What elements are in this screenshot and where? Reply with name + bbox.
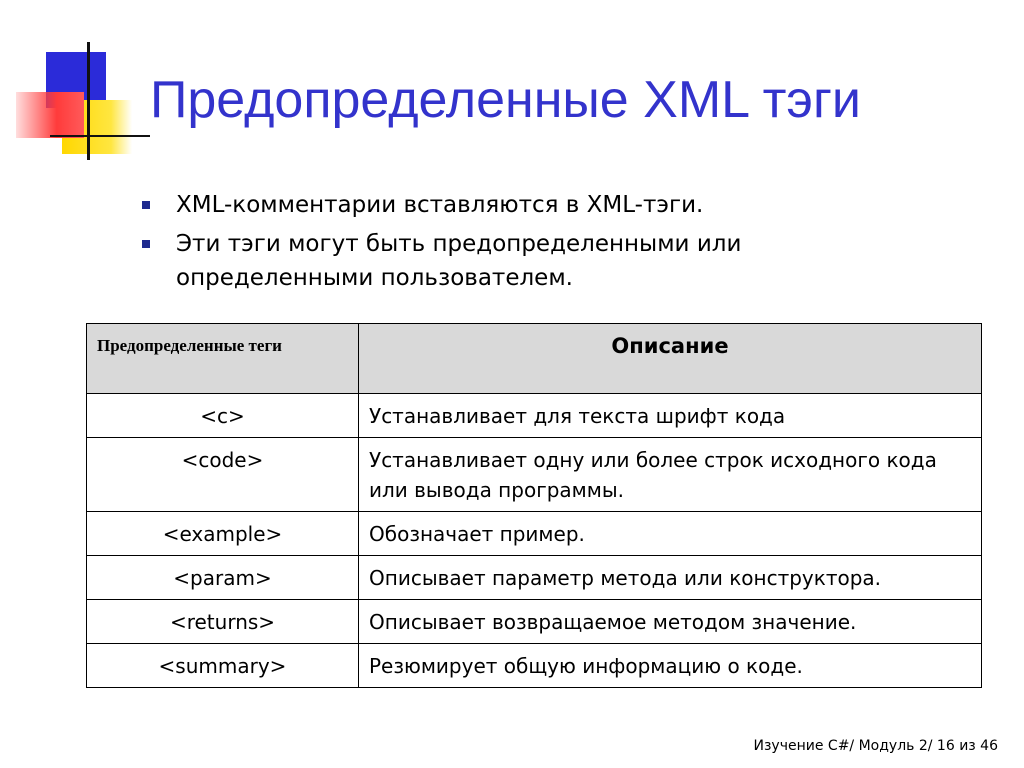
table-row — [87, 556, 982, 600]
header-description: Описание — [359, 324, 982, 394]
bullet-item — [140, 227, 840, 295]
description-cell: Описывает параметр метода или конструктора. — [359, 556, 982, 600]
description-cell: Устанавливает для текста шрифт кода — [359, 394, 982, 438]
bullet-item — [140, 188, 840, 222]
bullet-text: XML-комментарии вставляются в XML-тэги. — [176, 192, 704, 218]
square-bullet-icon — [142, 240, 150, 248]
predefined-tags-table — [86, 323, 982, 688]
logo-vertical-line — [87, 42, 90, 160]
tag-cell: <summary> — [87, 644, 359, 688]
table-header-row — [87, 324, 982, 394]
logo-horizontal-line — [50, 135, 150, 137]
bullet-list — [140, 188, 840, 300]
table-row — [87, 600, 982, 644]
tag-cell: <c> — [87, 394, 359, 438]
table-row — [87, 512, 982, 556]
description-cell: Резюмирует общую информацию о коде. — [359, 644, 982, 688]
logo-red-square — [16, 92, 84, 138]
tag-cell: <param> — [87, 556, 359, 600]
table-row — [87, 394, 982, 438]
table-row — [87, 438, 982, 512]
tag-cell: <returns> — [87, 600, 359, 644]
tag-cell: <code> — [87, 438, 359, 512]
tag-cell: <example> — [87, 512, 359, 556]
bullet-text: Эти тэги могут быть предопределенными или определенными пользователем. — [176, 231, 742, 291]
description-cell: Обозначает пример. — [359, 512, 982, 556]
description-cell: Описывает возвращаемое методом значение. — [359, 600, 982, 644]
description-cell: Устанавливает одну или более строк исходного кода или вывода программы. — [359, 438, 982, 512]
table-row — [87, 644, 982, 688]
header-predefined-tags: Предопределенные теги — [87, 324, 359, 394]
slide-title: Предопределенные XML тэги — [150, 71, 861, 129]
slide-footer: Изучение C#/ Модуль 2/ 16 из 46 — [753, 738, 998, 754]
square-bullet-icon — [142, 201, 150, 209]
decorative-logo — [0, 0, 160, 170]
